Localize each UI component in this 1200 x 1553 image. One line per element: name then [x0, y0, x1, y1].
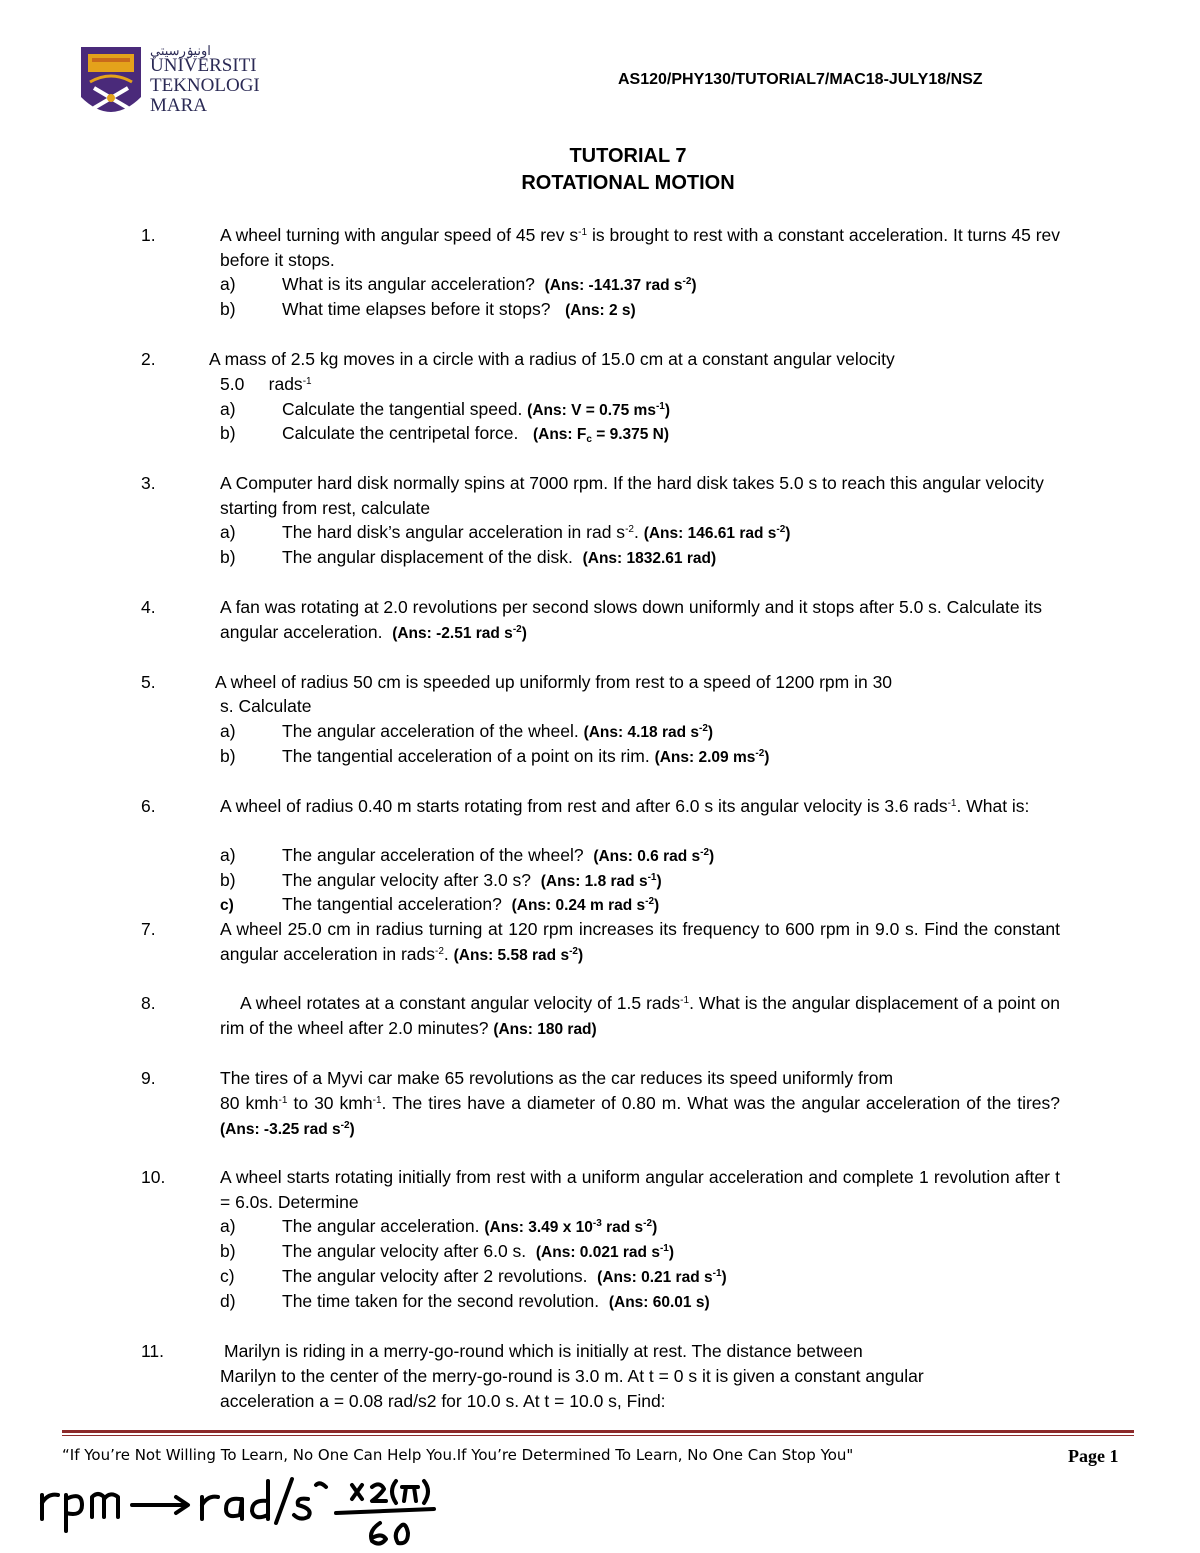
logo-line-2: TEKNOLOGI: [150, 75, 260, 96]
logo-jawi-text: اونيۏرسيتي: [150, 43, 211, 58]
logo-line-1: UNIVERSITI: [150, 55, 257, 76]
tutorial-title: TUTORIAL 7: [569, 145, 687, 167]
page-number: Page 1: [1068, 1446, 1119, 1466]
topic-title: ROTATIONAL MOTION: [521, 172, 735, 194]
footer-rule-thick: [62, 1430, 1134, 1433]
logo-wordmark: [150, 56, 260, 116]
footer-rule-thin: [62, 1435, 1134, 1436]
logo-line-3: MARA: [150, 95, 208, 116]
footer-quote: “If You’re Not Willing To Learn, No One Can Help You.If You’re Determined To Learn, No One Can Stop You": [62, 1446, 854, 1464]
handwritten-note-icon: [36, 1475, 436, 1553]
document-code: AS120/PHY130/TUTORIAL7/MAC18-JULY18/NSZ: [618, 71, 983, 88]
